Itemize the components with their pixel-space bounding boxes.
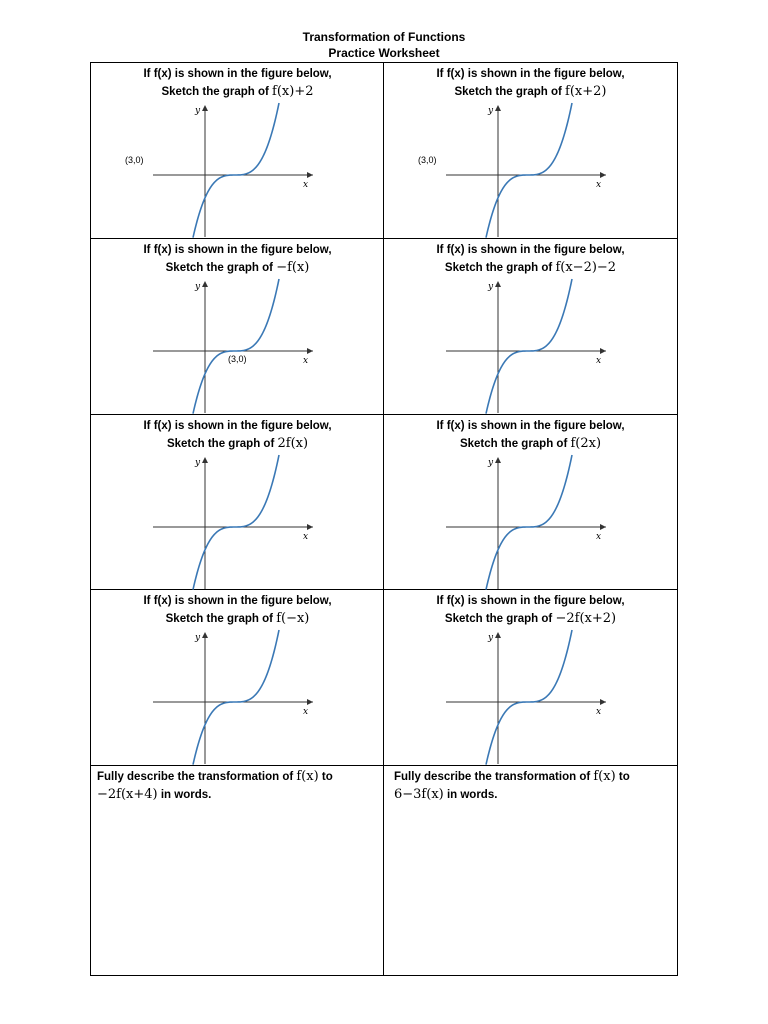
point-label: (3,0) (418, 155, 437, 165)
y-axis-arrow (495, 457, 501, 463)
y-axis-arrow (495, 281, 501, 287)
transform-expression: −f(x) (276, 260, 310, 275)
y-axis-arrow (202, 105, 208, 111)
worksheet-title (0, 29, 768, 61)
prompt-instruction: Sketch the graph of (459, 438, 568, 450)
describe-to: to (321, 771, 333, 783)
x-axis-arrow (600, 524, 606, 530)
x-axis-label: x (303, 180, 309, 190)
worksheet-grid (90, 62, 678, 976)
describe-cell-1 (91, 766, 374, 976)
y-axis-arrow (202, 457, 208, 463)
prompt-line: If f(x) is shown in the figure below, (143, 68, 332, 80)
function-curve (193, 455, 279, 590)
transform-expression: f(x−2)−2 (555, 260, 617, 275)
problem-cell-7 (91, 590, 384, 766)
prompt-instruction: Sketch the graph of (165, 613, 273, 625)
function-curve (193, 630, 279, 765)
y-axis-label: y (488, 106, 494, 116)
function-curve (486, 630, 572, 765)
target-expression: −2f(x+4) (97, 787, 158, 802)
function-graph (143, 628, 323, 766)
function-graph (143, 453, 323, 591)
function-expression: f(x) (296, 769, 319, 784)
y-axis-label: y (488, 458, 494, 468)
function-graph (143, 101, 323, 239)
subtitle-line: Practice Worksheet (328, 46, 440, 60)
y-axis-label: y (195, 633, 201, 643)
prompt-instruction: Sketch the graph of (161, 86, 269, 98)
y-axis-label: y (195, 106, 201, 116)
prompt-line: If f(x) is shown in the figure below, (436, 595, 625, 607)
x-axis-arrow (307, 348, 313, 354)
function-curve (486, 279, 572, 414)
prompt-line: If f(x) is shown in the figure below, (143, 420, 332, 432)
y-axis-arrow (495, 632, 501, 638)
problem-prompt (384, 241, 677, 277)
describe-question (97, 768, 333, 804)
prompt-instruction: Sketch the graph of (166, 438, 275, 450)
x-axis-arrow (307, 172, 313, 178)
transform-expression: −2f(x+2) (555, 611, 617, 626)
problem-cell-1 (91, 63, 384, 239)
x-axis-label: x (303, 532, 309, 542)
prompt-line: If f(x) is shown in the figure below, (436, 244, 625, 256)
problem-cell-3 (91, 239, 384, 415)
function-curve (486, 103, 572, 238)
y-axis-label: y (195, 458, 201, 468)
x-axis-arrow (600, 348, 606, 354)
problem-cell-5 (91, 415, 384, 591)
describe-prefix: Fully describe the transformation of (394, 771, 591, 783)
transform-expression: f(2x) (570, 436, 602, 451)
function-curve (486, 455, 572, 590)
y-axis-label: y (195, 282, 201, 292)
prompt-instruction: Sketch the graph of (444, 613, 553, 625)
prompt-line: If f(x) is shown in the figure below, (436, 420, 625, 432)
function-expression: f(x) (593, 769, 616, 784)
y-axis-label: y (488, 282, 494, 292)
y-axis-arrow (202, 632, 208, 638)
function-graph (143, 277, 323, 415)
describe-suffix: in words. (160, 789, 212, 801)
function-graph (436, 628, 616, 766)
x-axis-arrow (600, 172, 606, 178)
problem-prompt (384, 65, 677, 101)
point-label: (3,0) (228, 354, 247, 364)
problem-prompt (91, 241, 384, 277)
function-graph (436, 453, 616, 591)
transform-expression: f(x)+2 (272, 84, 314, 99)
target-expression: 6−3f(x) (394, 787, 444, 802)
x-axis-label: x (596, 532, 602, 542)
prompt-instruction: Sketch the graph of (444, 262, 553, 274)
problem-cell-6 (384, 415, 677, 591)
problem-cell-2 (384, 63, 677, 239)
problem-prompt (384, 417, 677, 453)
x-axis-label: x (596, 356, 602, 366)
x-axis-label: x (596, 180, 602, 190)
function-curve (193, 103, 279, 238)
y-axis-arrow (495, 105, 501, 111)
x-axis-label: x (303, 356, 309, 366)
describe-prefix: Fully describe the transformation of (97, 771, 294, 783)
describe-suffix: in words. (446, 789, 498, 801)
problem-prompt (91, 65, 384, 101)
function-graph (436, 101, 616, 239)
problem-prompt (384, 592, 677, 628)
prompt-instruction: Sketch the graph of (165, 262, 273, 274)
y-axis-arrow (202, 281, 208, 287)
prompt-line: If f(x) is shown in the figure below, (143, 244, 332, 256)
describe-to: to (618, 771, 630, 783)
title-line: Transformation of Functions (302, 30, 466, 44)
transform-expression: f(x+2) (565, 84, 607, 99)
x-axis-label: x (596, 707, 602, 717)
function-curve (193, 279, 279, 414)
problem-prompt (91, 417, 384, 453)
prompt-instruction: Sketch the graph of (454, 86, 562, 98)
x-axis-arrow (307, 699, 313, 705)
point-label: (3,0) (125, 155, 144, 165)
transform-expression: f(−x) (276, 611, 310, 626)
problem-cell-4 (384, 239, 677, 415)
function-graph (436, 277, 616, 415)
x-axis-arrow (600, 699, 606, 705)
describe-question (394, 768, 630, 804)
x-axis-label: x (303, 707, 309, 717)
problem-cell-8 (384, 590, 677, 766)
y-axis-label: y (488, 633, 494, 643)
x-axis-arrow (307, 524, 313, 530)
prompt-line: If f(x) is shown in the figure below, (143, 595, 332, 607)
transform-expression: 2f(x) (277, 436, 309, 451)
describe-cell-2 (388, 766, 671, 976)
problem-prompt (91, 592, 384, 628)
prompt-line: If f(x) is shown in the figure below, (436, 68, 625, 80)
